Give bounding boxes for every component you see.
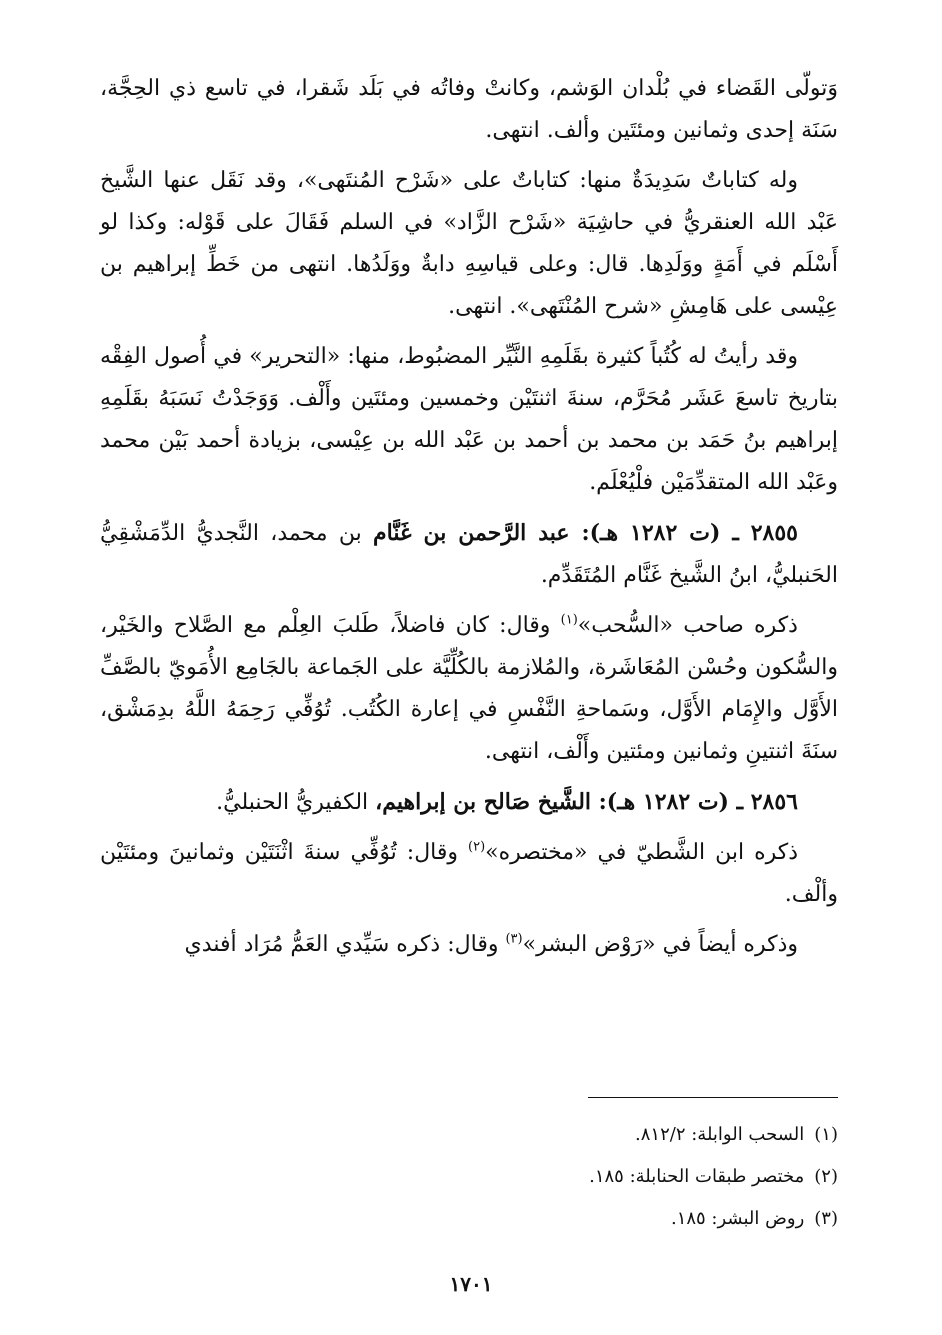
entry-2855-body [100, 605, 838, 773]
footnote-item [100, 1114, 838, 1156]
entry-subtitle: بن محمد، النَّجديُّ الدِّمَشْقِيُّ الحَنبليُّ، ابنُ الشَّيخ غَنَّام المُتَقَدِّم. [100, 521, 838, 588]
paragraph-text: وقد رأيتُ له كُتُباً كثيرة بقَلَمِهِ النَّيِّر المضبُوط، منها: «التحرير» في أُصول الفِقْه بتاريخ تاسعَ عَشَر مُحَرَّم، سنةَ اثنتَيْن وخمسين ومئتَين وأَلْف. وَوَجَدْتُ نَسَبَهُ بقَلَمِهِ إبراهيم بنُ حَمَد بن محمد بن أحمد بن عَبْد الله بن عِيْسى، بزيادة أحمد بَيْن محمد وعَبْد الله المتقدِّمَيْن فلْيُعْلَم. [100, 344, 838, 495]
footnote-ref[interactable]: (٣) [505, 931, 523, 947]
entry-2856-body-continued [100, 924, 838, 966]
entry-subtitle: الكفيريُّ الحنبليُّ. [216, 790, 376, 815]
paragraph-text: وقال: ذكره سَيِّدي العَمُّ مُرَاد أفندي [184, 932, 506, 957]
page-number: ١٧٠١ [449, 1272, 493, 1296]
entry-2856-heading [100, 781, 838, 824]
footnote-divider [588, 1097, 838, 1098]
footnote-item [100, 1198, 838, 1240]
paragraph-continuation [100, 68, 838, 152]
paragraph-text: وله كتاباتٌ سَدِيدَةٌ منها: كتاباتٌ على «شَرْح المُنتَهى»، وقد نَقَل عنها الشَّيخ عَبْد الله العنقريُّ في حاشِيَة «شَرْح الزَّاد» في السلم فَقَالَ على قَوْله: وكذا لو أَسْلَم في أَمَةٍ ووَلَدِها. قال: وعلى قياسِهِ دابةٌ ووَلَدُها. انتهى من خَطِّ إبراهيم بن عِيْسى على هَامِشِ «شرح المُنْتَهى». انتهى. [100, 168, 838, 319]
paragraph-text: وقال: تُوُفِّي سنةَ اثْنَتَيْن وثمانينَ ومئتَيْن وألْف. [100, 840, 838, 907]
paragraph-text: وَتولّى القَضاء في بُلْدان الوَشم، وكانتْ وفاتُه في بَلَد شَقرا، في تاسع ذي الحِجَّة، سَنَة إحدى وثمانين ومئتَين وألف. انتهى. [100, 76, 838, 143]
footnotes-list [100, 1114, 838, 1240]
footnote-ref[interactable]: (١) [560, 612, 578, 628]
footnote-text: روض البشر: ١٨٥. [670, 1208, 805, 1229]
paragraph-text: ذكره صاحب «السُّحب» [577, 613, 798, 638]
entry-2855-heading [100, 512, 838, 597]
paragraph-text: وذكره أيضاً في «رَوْض البشر» [522, 932, 798, 957]
entry-2856-body [100, 832, 838, 916]
entry-title: ٢٨٥٦ ـ (ت ١٢٨٢ هـ): الشَّيخ صَالح بن إبراهيم، [375, 789, 798, 815]
footnote-item [100, 1156, 838, 1198]
footnote-text: السحب الوابلة: ٨١٢/٢. [635, 1124, 805, 1145]
paragraph-text: وقال: كان فاضلاً، طَلبَ العِلْم مع الصَّلاح والخَيْر، والسُّكون وحُسْن المُعَاشَرة، والمُلازمة بالكُلِّيَّة على الجَماعة بالجَامِع الأُمَويّ بالصَّفِّ الأَوَّل والإِمَام الأَوَّل، وسَماحةِ النَّفْسِ في إعارة الكُتُب. تُوُفِّي رَحِمَهُ اللَّهُ بدِمَشْق، سنَةَ اثنتينِ وثمانين ومئتين وأَلْف، انتهى. [100, 613, 838, 764]
footnote-number: (٣) [814, 1208, 838, 1229]
paragraph-books [100, 336, 838, 504]
footnote-number: (١) [814, 1124, 838, 1145]
entry-title: ٢٨٥٥ ـ (ت ١٢٨٢ هـ): عبد الرَّحمن بن غَنَّام [373, 520, 798, 546]
footnote-number: (٢) [814, 1166, 838, 1187]
footnote-ref[interactable]: (٢) [468, 839, 486, 855]
footnote-text: مختصر طبقات الحنابلة: ١٨٥. [589, 1166, 805, 1187]
paragraph-writings [100, 160, 838, 328]
paragraph-text: ذكره ابن الشَّطيّ في «مختصره» [485, 840, 799, 865]
